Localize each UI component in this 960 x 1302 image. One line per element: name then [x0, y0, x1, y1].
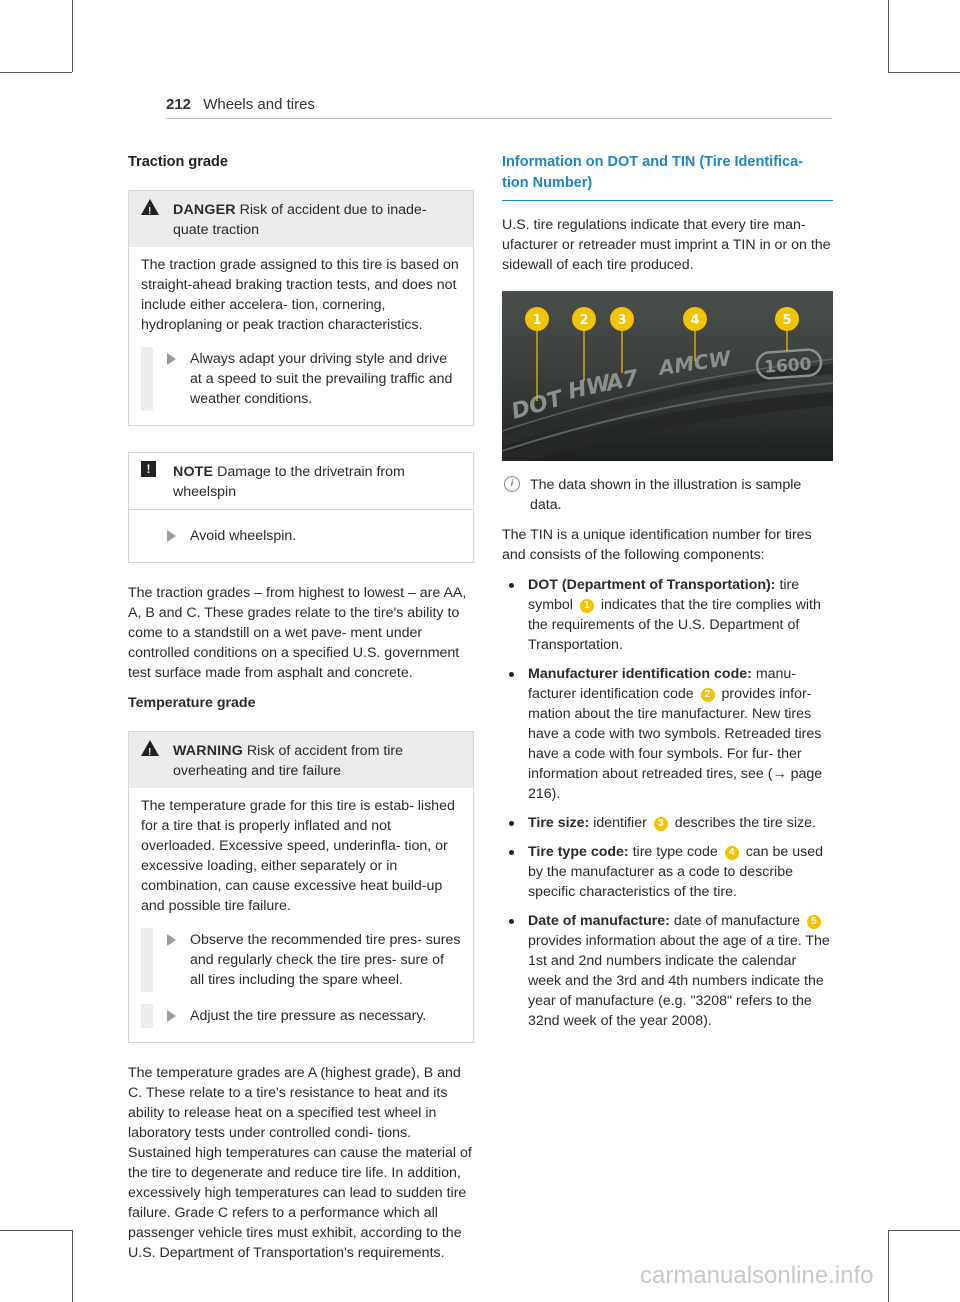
danger-text: The traction grade assigned to this tire is based on straight-ahead braking traction tests, and does not include either accelera- tion, cornering, hydroplaning or peak traction characteristics. [141, 257, 459, 333]
tin-component-list [502, 575, 833, 1031]
warning-label: WARNING [173, 743, 243, 759]
callout-5: 5 [782, 313, 792, 328]
list-item [502, 664, 833, 804]
crop-mark [0, 72, 72, 73]
bullet-icon [509, 672, 514, 677]
step-arrow-icon [167, 934, 176, 946]
step-arrow-icon [167, 1010, 176, 1022]
warning-body [129, 788, 473, 1042]
warning-header [129, 732, 473, 788]
danger-icon [141, 199, 159, 215]
warning-text: The temperature grade for this tire is estab- lished for a tire that is properly inflated and not overloaded. Excessive speed, underinfla- tion, or excessive loading, either separately or in combination, can cause excessive heat build-up and possible tire failure. [141, 798, 455, 914]
temperature-heading: Temperature grade [128, 695, 256, 711]
bullet-icon [509, 850, 514, 855]
crop-mark [888, 1230, 960, 1231]
danger-step-text: Always adapt your driving style and drive at a speed to suit the prevailing traffic and weather conditions. [190, 351, 453, 407]
warning-step-2 [141, 1004, 461, 1028]
bullet-icon [509, 919, 514, 924]
info-note [502, 475, 833, 515]
left-column [128, 152, 474, 1273]
danger-step [141, 347, 461, 411]
warning-box [128, 731, 474, 1043]
list-item-text: identifier [593, 815, 647, 831]
warning-step-1 [141, 928, 461, 992]
traction-paragraph: The traction grades – from highest to lowest – are AA, A, B and C. These grades relate to the tire's ability to come to a standstill on a wet pave- ment under controlled conditions on a specified U.S. government test surface made from asphalt and concrete. [128, 585, 467, 681]
temperature-paragraph: The temperature grades are A (highest grade), B and C. These relate to a tire's resistance to heat and its ability to release heat on a specified test wheel in laboratory tests under controlled condi- tions. Sustained high temperatures can cause the material of the tire to degenerate and reduce tire life. In addition, excessively high temperatures can lead to sudden tire failure. Grade C refers to a performance which all passenger vehicle tires must exhibit, according to the U.S. Department of Transportation's requirements. [128, 1065, 472, 1261]
sidewall-type-text: AMCW [657, 346, 733, 380]
list-item-text: indicates that the tire complies with the requirements of the U.S. Department of Transportation. [528, 597, 821, 653]
watermark: carmanualsonline.info [640, 1262, 874, 1289]
list-item-text: provides information about the age of a tire. The 1st and 2nd numbers indicate the calendar week and the 3rd and 4th numbers indicate the year of manufacture (e.g. "3208" refers to the 32nd week of the year 2008). [528, 933, 830, 1029]
callout-ref: 4 [725, 846, 739, 860]
warning-step-2-text: Adjust the tire pressure as necessary. [190, 1008, 427, 1024]
list-item-text: tire symbol [528, 577, 800, 613]
danger-box [128, 190, 474, 426]
note-icon: ! [141, 461, 156, 477]
crop-mark [72, 0, 73, 72]
note-body [129, 510, 473, 562]
crop-mark [0, 1230, 72, 1231]
tire-sidewall-illustration [502, 291, 833, 461]
list-item-text: date of manufacture [673, 913, 801, 929]
note-step [141, 524, 461, 548]
list-item-text: tire type code [632, 844, 718, 860]
callout-ref: 3 [654, 817, 668, 831]
sidewall-size-text: A7 [604, 365, 641, 397]
sidewall-dot-text: DOT [508, 386, 566, 425]
tin-intro: U.S. tire regulations indicate that every tire man- ufacturer or retreader must imprint a TIN in or on the sidewall of each tire produced. [502, 217, 831, 273]
info-icon: i [504, 476, 520, 492]
list-item [502, 842, 833, 902]
section-title: Wheels and tires [203, 96, 315, 113]
list-item-label: Tire size: [528, 815, 590, 831]
step-arrow-icon [167, 353, 176, 365]
callout-ref: 1 [580, 599, 594, 613]
danger-body [129, 247, 473, 425]
list-item [502, 575, 833, 655]
sidewall-hw-text: HW [565, 370, 613, 405]
warning-icon [141, 740, 159, 756]
note-step-text: Avoid wheelspin. [190, 528, 297, 544]
danger-label: DANGER [173, 202, 236, 218]
callout-4: 4 [690, 313, 700, 328]
danger-title: Risk of accident due to inade- quate traction [173, 202, 427, 238]
list-item-text: can be used by the manufacturer as a code to describe specific characteristics of the tire. [528, 844, 824, 900]
list-item-label: DOT (Department of Transportation): [528, 577, 776, 593]
callout-2: 2 [579, 313, 589, 328]
bullet-icon [509, 821, 514, 826]
list-item-text: manu- facturer identification code [528, 666, 797, 702]
traction-heading: Traction grade [128, 154, 228, 170]
tin-paragraph: The TIN is a unique identification number for tires and consists of the following components: [502, 527, 812, 563]
note-header [129, 453, 473, 509]
note-box [128, 452, 474, 563]
list-item [502, 911, 833, 1031]
warning-title: Risk of accident from tire overheating and tire failure [173, 743, 404, 779]
list-item-text[interactable]: provides infor- mation about the tire manufacturer. New tires have a code with two symbols. Retreaded tires have a code with four symbols. For fur- ther information about retreaded tires, see (→ page 216). [528, 686, 823, 802]
callout-ref: 5 [807, 915, 821, 929]
list-item-text: describes the tire size. [674, 815, 816, 831]
callout-1: 1 [532, 313, 542, 328]
callout-ref: 2 [701, 688, 715, 702]
crop-mark [72, 1230, 73, 1302]
right-column [502, 152, 833, 1040]
note-label: NOTE [173, 464, 214, 480]
danger-header [129, 191, 473, 247]
sidewall-date-text: 1600 [763, 354, 813, 378]
tin-heading: Information on DOT and TIN (Tire Identifica- tion Number) [502, 152, 833, 201]
callout-3: 3 [617, 313, 627, 328]
list-item [502, 813, 833, 833]
crop-mark [888, 72, 960, 73]
info-note-text: The data shown in the illustration is sample data. [530, 477, 802, 513]
crop-mark [888, 1230, 889, 1302]
list-item-label: Date of manufacture: [528, 913, 670, 929]
header-rule [166, 118, 832, 119]
crop-mark [888, 0, 889, 72]
tire-sidewall-figure [502, 291, 833, 461]
page-number: 212 [166, 96, 192, 113]
bullet-icon [509, 583, 514, 588]
warning-step-1-text: Observe the recommended tire pres- sures and regularly check the tire pres- sure of all tires including the spare wheel. [190, 932, 461, 988]
list-item-label: Manufacturer identification code: [528, 666, 752, 682]
running-header [166, 96, 315, 113]
note-title: Damage to the drivetrain from wheelspin [173, 464, 405, 500]
list-item-label: Tire type code: [528, 844, 629, 860]
step-arrow-icon [167, 530, 176, 542]
